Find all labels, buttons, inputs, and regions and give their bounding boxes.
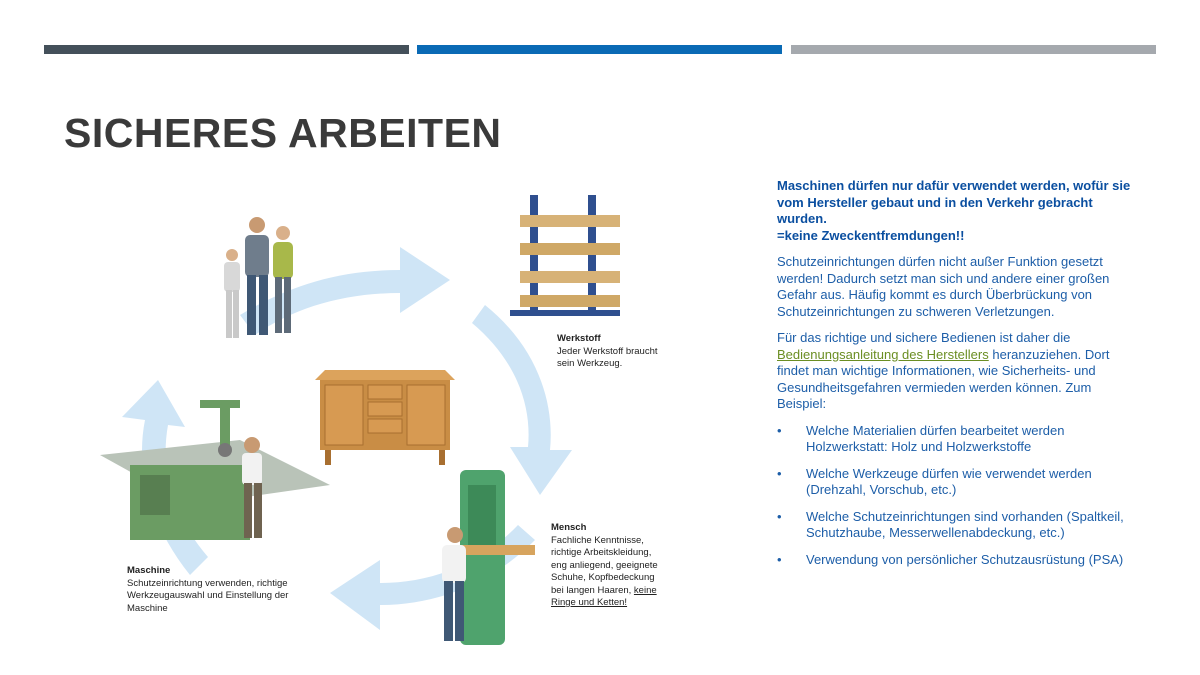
caption-werkstoff	[557, 333, 658, 371]
list-item: • Welche Werkzeuge dürfen wie verwendet werden (Drehzahl, Vorschub, etc.)	[777, 466, 1137, 499]
paragraph-manual	[777, 330, 1137, 413]
example-list	[777, 423, 1137, 569]
caption-maschine-text: Schutzeinrichtung verwenden, richtige Werkzeugauswahl und Einstellung der Maschine	[127, 577, 289, 614]
accent-bar-blue	[417, 45, 782, 54]
caption-mensch-text: Fachliche Kenntnisse, richtige Arbeitskleidung, eng anliegend, geeignete Schuhe, Kopfbedeckung bei langen Haaren,	[551, 534, 658, 596]
safety-cycle-figure	[80, 185, 700, 655]
intro-line-1: Maschinen dürfen nur dafür verwendet werden, wofür sie vom Hersteller gebaut und in den Verkehr gebracht wurden.	[777, 178, 1131, 226]
paragraph-protection: Schutzeinrichtungen dürfen nicht außer Funktion gesetzt werden! Dadurch setzt man sich und andere einer großen Gefahr aus. Häufig kommt es durch Überbrückung von Schutzeinrichtungen zu schweren Verletzungen.	[777, 254, 1110, 319]
list-item: • Verwendung von persönlicher Schutzausrüstung (PSA)	[777, 552, 1137, 569]
list-item: • Welche Schutzeinrichtungen sind vorhanden (Spaltkeil, Schutzhaube, Messerwellenabdeckung, etc.)	[777, 509, 1137, 542]
caption-mensch	[551, 522, 658, 610]
caption-werkstoff-heading: Werkstoff	[557, 333, 601, 344]
manual-link[interactable]: Bedienungsanleitung des Herstellers	[777, 346, 989, 362]
table-saw-illustration	[100, 400, 330, 540]
caption-maschine-heading: Maschine	[127, 565, 171, 576]
caption-mensch-heading: Mensch	[551, 522, 587, 533]
list-item: • Welche Materialien dürfen bearbeitet werden Holzwerkstatt: Holz und Holzwerkstoffe	[777, 423, 1137, 456]
paragraph-manual-post: heranzuziehen. Dort findet man wichtige Informationen, wie Sicherheits- und Gesundheitsgefahren vermieden werden können. Zum Beispiel:	[777, 346, 1110, 411]
page-title: SICHERES ARBEITEN	[64, 110, 502, 156]
caption-werkstoff-text: Jeder Werkstoff braucht sein Werkzeug.	[557, 345, 658, 369]
body-text	[777, 178, 1137, 578]
lumber-rack-illustration	[510, 195, 620, 316]
cabinet-illustration	[315, 370, 455, 465]
intro-paragraph	[777, 178, 1137, 244]
intro-line-2: =keine Zweckentfremdungen!!	[777, 227, 965, 243]
accent-bar-dark	[44, 45, 409, 54]
accent-bar-gray	[791, 45, 1156, 54]
arrow-top	[240, 247, 450, 335]
caption-maschine	[127, 565, 288, 615]
caption-mensch-underline: keine Ringe und Ketten!	[551, 584, 657, 608]
band-saw-illustration	[442, 470, 535, 645]
paragraph-manual-pre: Für das richtige und sichere Bedienen ist daher die	[777, 330, 1071, 345]
